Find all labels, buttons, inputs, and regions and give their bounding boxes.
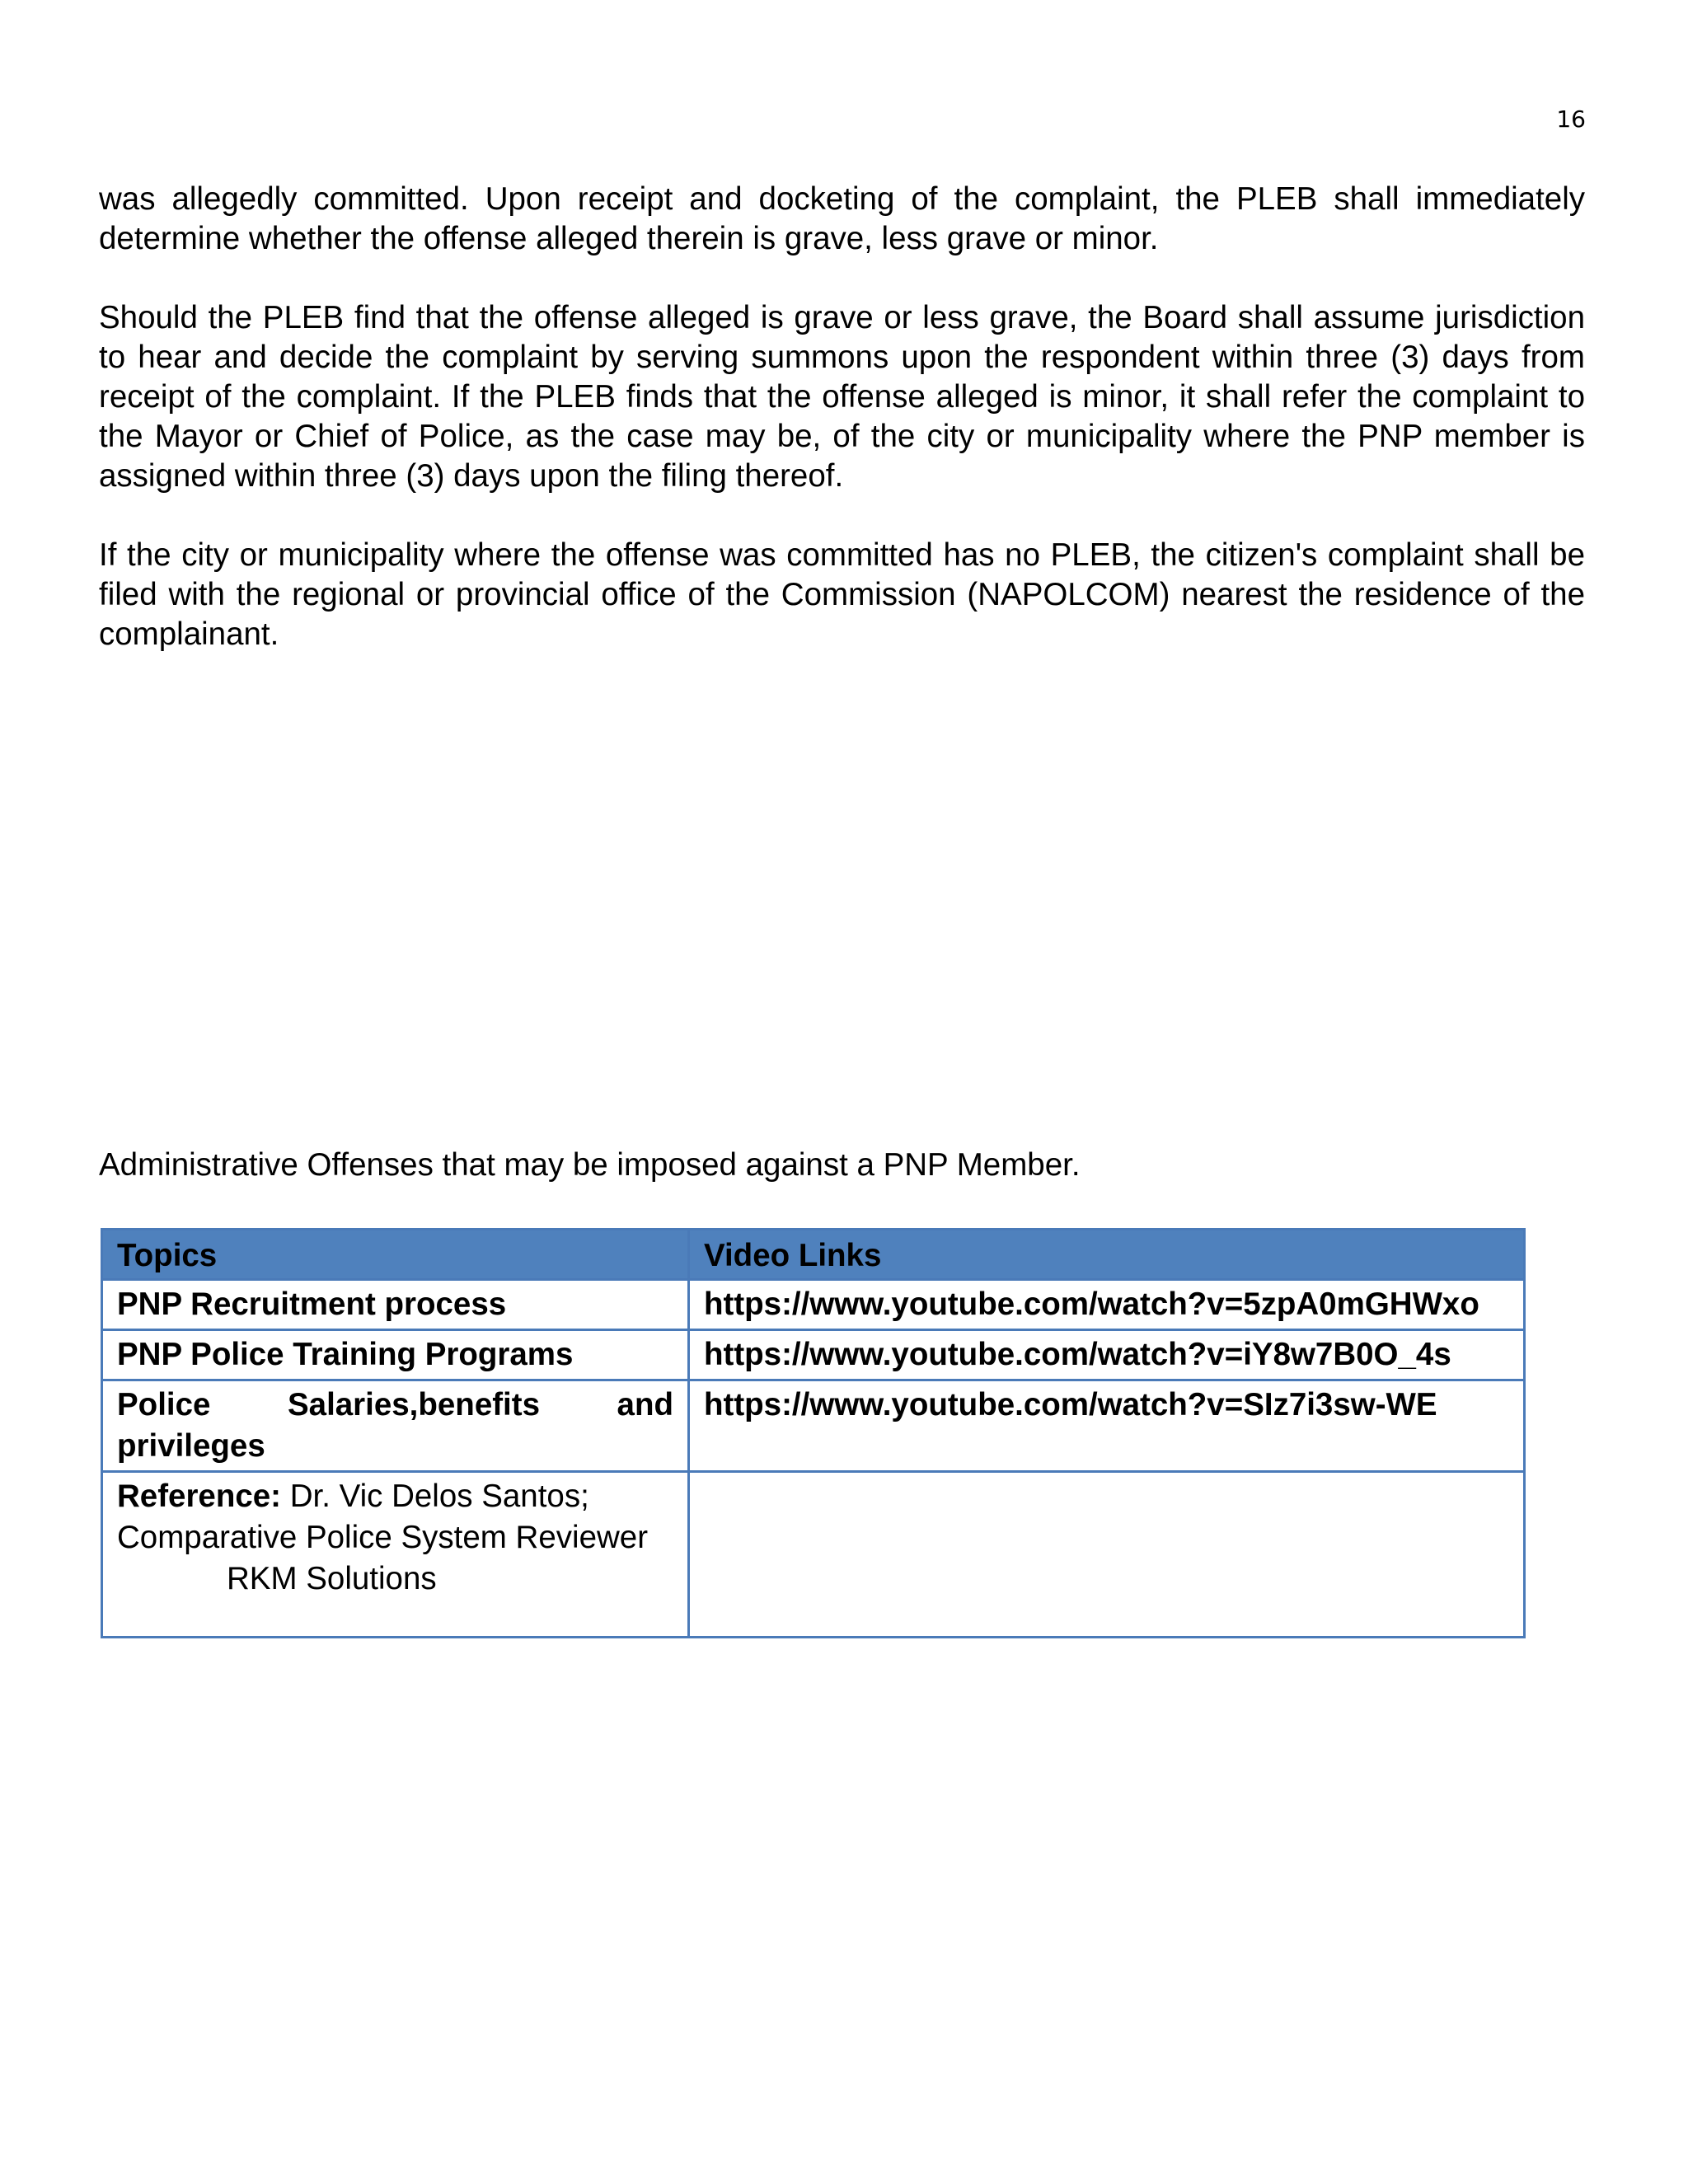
table-header-row	[102, 1230, 1525, 1280]
topic-cell: Police Salaries,benefits and privileges	[102, 1380, 689, 1472]
empty-cell	[689, 1472, 1525, 1638]
reference-label: Reference:	[117, 1479, 282, 1514]
body-paragraph-3: If the city or municipality where the offense was committed has no PLEB, the citizen's complaint shall be filed with the regional or provincial office of the Commission (NAPOLCOM) nearest the residence of the complainant.	[99, 537, 1585, 652]
body-paragraph-2: Should the PLEB find that the offense alleged is grave or less grave, the Board shall assume jurisdiction to hear and decide the complaint by serving summons upon the respondent within three (3) days from receipt of the complaint. If the PLEB finds that the offense alleged is minor, it shall refer the complaint to the Mayor or Chief of Police, as the case may be, of the city or municipality where the PNP member is assigned within three (3) days upon the filing thereof.	[99, 300, 1585, 494]
video-link-cell	[689, 1280, 1525, 1330]
reference-cell	[102, 1472, 689, 1638]
reference-author: Dr. Vic Delos Santos;	[281, 1479, 589, 1514]
table-row	[102, 1280, 1525, 1330]
video-link-cell	[689, 1330, 1525, 1380]
video-links-table	[101, 1228, 1526, 1638]
video-link[interactable]: https://www.youtube.com/watch?v=SIz7i3sw-WE	[704, 1387, 1437, 1422]
video-links-header: Video Links	[689, 1230, 1525, 1280]
video-link-cell	[689, 1380, 1525, 1472]
reference-publisher: RKM Solutions	[227, 1561, 437, 1596]
topic-cell: PNP Police Training Programs	[102, 1330, 689, 1380]
video-link[interactable]: https://www.youtube.com/watch?v=5zpA0mGHWxo	[704, 1286, 1479, 1322]
topic-cell: PNP Recruitment process	[102, 1280, 689, 1330]
table-row	[102, 1330, 1525, 1380]
video-link[interactable]: https://www.youtube.com/watch?v=iY8w7B0O_4s	[704, 1337, 1451, 1372]
reference-row	[102, 1472, 1525, 1638]
table-row	[102, 1380, 1525, 1472]
reference-title: Comparative Police System Reviewer	[117, 1520, 649, 1555]
page-number: 16	[1556, 105, 1586, 133]
topics-header: Topics	[102, 1230, 689, 1280]
body-paragraph-1: was allegedly committed. Upon receipt and docketing of the complaint, the PLEB shall immediately determine whether the offense alleged therein is grave, less grave or minor.	[99, 181, 1585, 256]
table-caption: Administrative Offenses that may be imposed against a PNP Member.	[99, 1147, 1081, 1183]
